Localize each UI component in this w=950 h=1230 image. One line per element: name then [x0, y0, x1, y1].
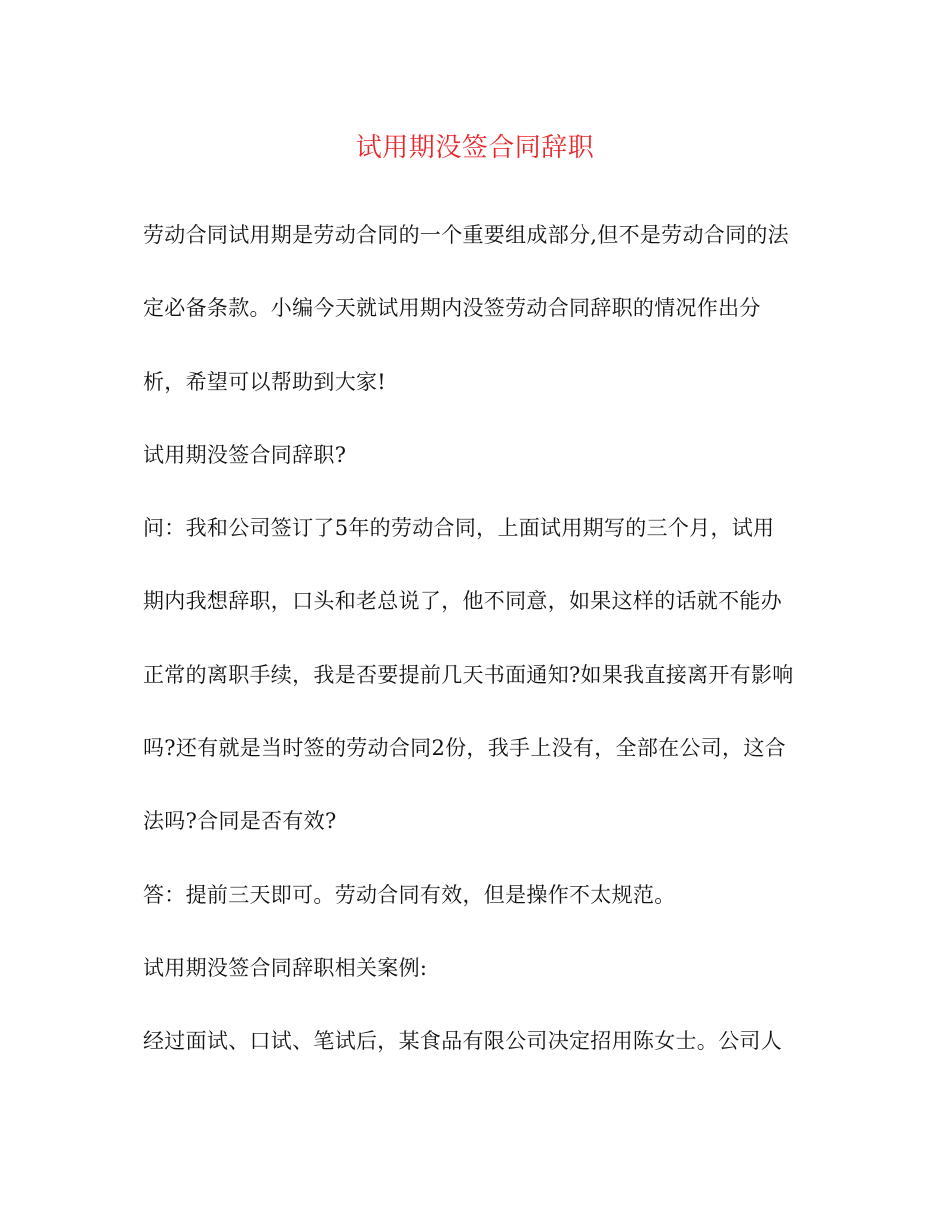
section-heading-line: 试用期没签合同辞职相关案例:: [143, 955, 428, 980]
question-line: 问：我和公司签订了5年的劳动合同，上面试用期写的三个月，试用: [143, 516, 775, 541]
question-line: 法吗?合同是否有效?: [143, 809, 337, 834]
paragraph-line: 经过面试、口试、笔试后，某食品有限公司决定招用陈女士。公司人: [143, 1029, 782, 1054]
section-heading-line: 试用期没签合同辞职?: [143, 442, 347, 467]
document-title: 试用期没签合同辞职: [355, 133, 595, 163]
document-body: [143, 212, 823, 1092]
question-line: 吗?还有就是当时签的劳动合同2份，我手上没有，全部在公司，这合: [143, 736, 786, 761]
question-line: 期内我想辞职，口头和老总说了，他不同意，如果这样的话就不能办: [143, 589, 782, 614]
paragraph-line: 定必备条款。小编今天就试用期内没签劳动合同辞职的情况作出分: [143, 296, 761, 321]
answer-line: 答：提前三天即可。劳动合同有效，但是操作不太规范。: [143, 882, 676, 907]
paragraph-line: 劳动合同试用期是劳动合同的一个重要组成部分,但不是劳动合同的法: [143, 223, 789, 247]
paragraph-line: 析，希望可以帮助到大家!: [143, 369, 387, 394]
question-line: 正常的离职手续，我是否要提前几天书面通知?如果我直接离开有影响: [143, 662, 794, 687]
